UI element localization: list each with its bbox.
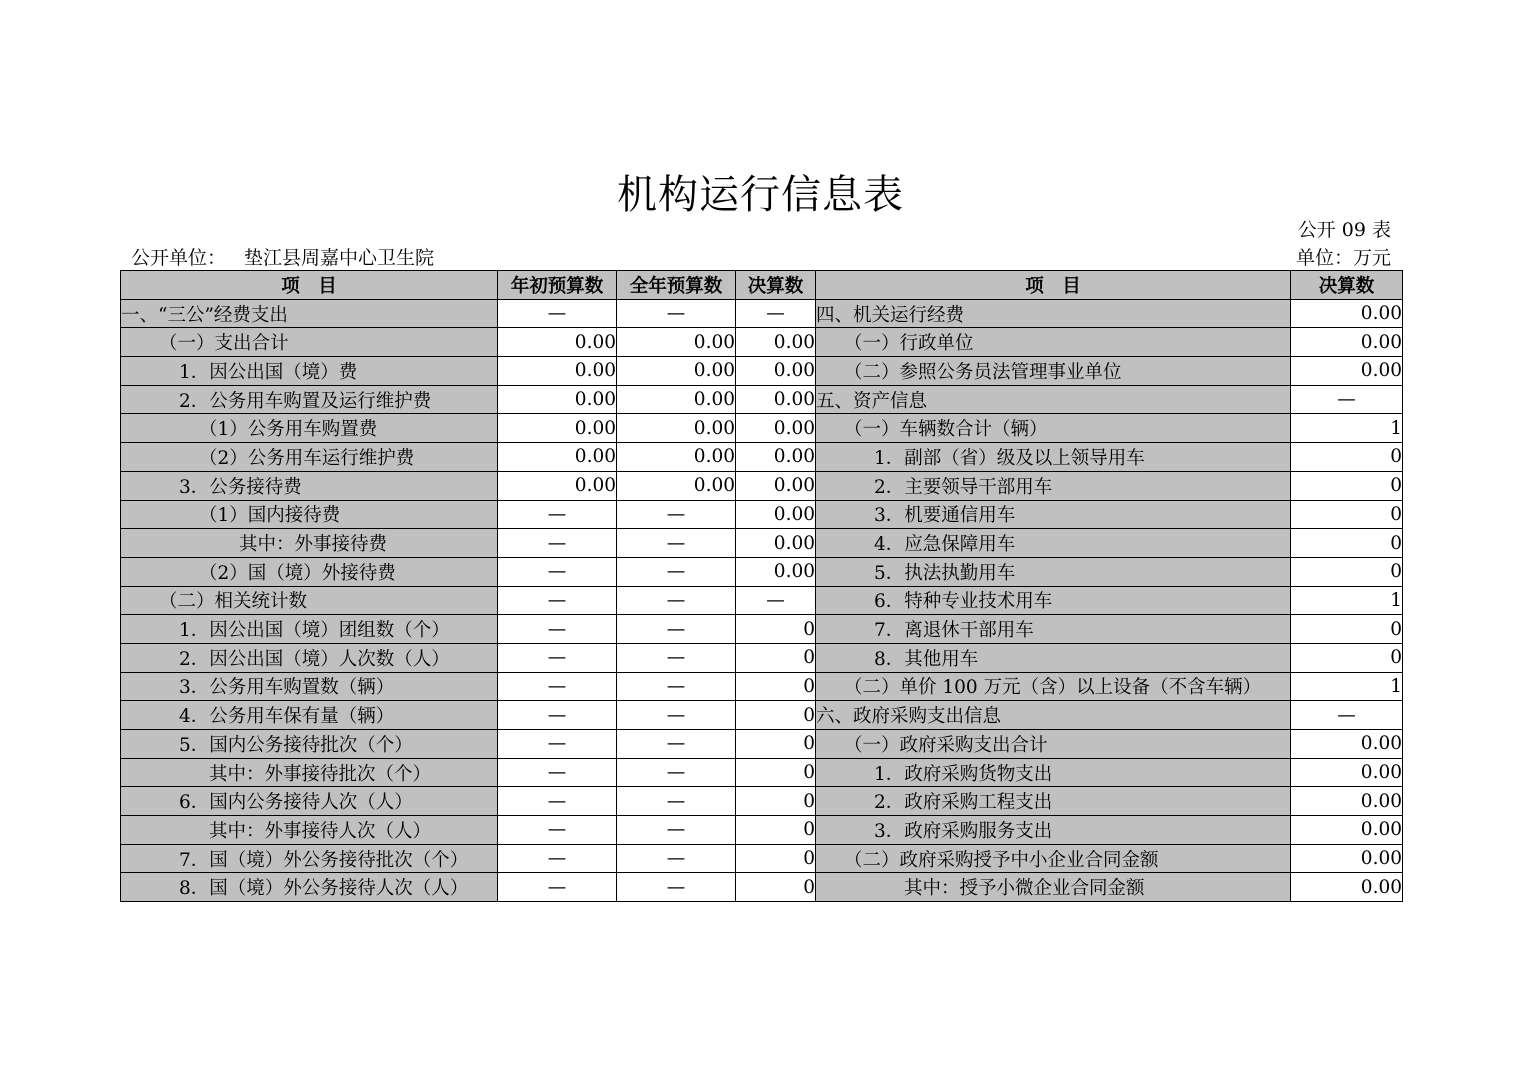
right-final-account-cell: 0.00 [1291, 844, 1403, 873]
info-table [120, 270, 1403, 902]
table-row [121, 672, 1403, 701]
final-account-cell: 0 [736, 873, 816, 902]
final-account-cell: 0 [736, 816, 816, 845]
left-item-label: （一）支出合计 [121, 328, 498, 357]
left-item-label: （2）公务用车运行维护费 [121, 443, 498, 472]
full-year-budget-cell: 0.00 [617, 357, 736, 386]
publishing-unit [131, 243, 434, 270]
final-account-cell: 0 [736, 730, 816, 759]
final-account-cell: 0.00 [736, 557, 816, 586]
initial-budget-cell: — [498, 529, 617, 558]
initial-budget-cell: 0.00 [498, 328, 617, 357]
right-item-label: 2．主要领导干部用车 [816, 471, 1291, 500]
full-year-budget-cell: — [617, 299, 736, 328]
final-account-cell: 0.00 [736, 414, 816, 443]
right-item-label: 六、政府采购支出信息 [816, 701, 1291, 730]
initial-budget-cell: — [498, 500, 617, 529]
left-item-label: 8．国（境）外公务接待人次（人） [121, 873, 498, 902]
full-year-budget-cell: 0.00 [617, 471, 736, 500]
final-account-cell: — [736, 586, 816, 615]
full-year-budget-cell: — [617, 529, 736, 558]
right-final-account-cell: 0.00 [1291, 328, 1403, 357]
initial-budget-cell: — [498, 873, 617, 902]
table-row [121, 328, 1403, 357]
publishing-unit-label: 公开单位： [131, 247, 227, 269]
table-row [121, 758, 1403, 787]
full-year-budget-cell: — [617, 615, 736, 644]
page-title: 机构运行信息表 [617, 172, 904, 218]
initial-budget-cell: — [498, 701, 617, 730]
initial-budget-cell: — [498, 557, 617, 586]
table-row [121, 500, 1403, 529]
full-year-budget-cell: — [617, 500, 736, 529]
full-year-budget-cell: — [617, 758, 736, 787]
right-final-account-cell: 0.00 [1291, 357, 1403, 386]
final-account-cell: 0.00 [736, 357, 816, 386]
final-account-cell: 0.00 [736, 328, 816, 357]
right-final-account-cell: 0 [1291, 557, 1403, 586]
left-item-label: （二）相关统计数 [121, 586, 498, 615]
right-final-account-cell: 0.00 [1291, 816, 1403, 845]
left-item-label: 其中：外事接待批次（个） [121, 758, 498, 787]
right-item-label: 1．副部（省）级及以上领导用车 [816, 443, 1291, 472]
full-year-budget-cell: — [617, 586, 736, 615]
left-item-label: （1）国内接待费 [121, 500, 498, 529]
right-item-label: 四、机关运行经费 [816, 299, 1291, 328]
header-initial-budget: 年初预算数 [498, 271, 617, 300]
left-item-label: 1．因公出国（境）团组数（个） [121, 615, 498, 644]
left-item-label: 5．国内公务接待批次（个） [121, 730, 498, 759]
table-header-row [121, 271, 1403, 300]
left-item-label: 3．公务接待费 [121, 471, 498, 500]
right-item-label: （一）行政单位 [816, 328, 1291, 357]
final-account-cell: 0.00 [736, 500, 816, 529]
final-account-cell: 0.00 [736, 471, 816, 500]
initial-budget-cell: 0.00 [498, 471, 617, 500]
right-item-label: 5．执法执勤用车 [816, 557, 1291, 586]
table-row [121, 357, 1403, 386]
full-year-budget-cell: — [617, 557, 736, 586]
right-item-label: 其中：授予小微企业合同金额 [816, 873, 1291, 902]
full-year-budget-cell: — [617, 873, 736, 902]
full-year-budget-cell: 0.00 [617, 328, 736, 357]
right-final-account-cell: — [1291, 385, 1403, 414]
initial-budget-cell: — [498, 844, 617, 873]
header-final-account: 决算数 [736, 271, 816, 300]
right-final-account-cell: 0 [1291, 471, 1403, 500]
initial-budget-cell: — [498, 787, 617, 816]
final-account-cell: 0 [736, 787, 816, 816]
initial-budget-cell: — [498, 299, 617, 328]
header-right-final-account: 决算数 [1291, 271, 1403, 300]
full-year-budget-cell: — [617, 730, 736, 759]
table-row [121, 557, 1403, 586]
initial-budget-cell: 0.00 [498, 357, 617, 386]
initial-budget-cell: — [498, 643, 617, 672]
right-item-label: （一）车辆数合计（辆） [816, 414, 1291, 443]
table-row [121, 787, 1403, 816]
right-item-label: （二）参照公务员法管理事业单位 [816, 357, 1291, 386]
table-row [121, 615, 1403, 644]
initial-budget-cell: — [498, 586, 617, 615]
right-final-account-cell: — [1291, 701, 1403, 730]
final-account-cell: 0.00 [736, 385, 816, 414]
left-item-label: 3．公务用车购置数（辆） [121, 672, 498, 701]
table-row [121, 816, 1403, 845]
right-final-account-cell: 0 [1291, 529, 1403, 558]
full-year-budget-cell: — [617, 643, 736, 672]
full-year-budget-cell: — [617, 787, 736, 816]
right-item-label: 3．政府采购服务支出 [816, 816, 1291, 845]
full-year-budget-cell: — [617, 816, 736, 845]
initial-budget-cell: — [498, 615, 617, 644]
right-final-account-cell: 1 [1291, 672, 1403, 701]
table-row [121, 730, 1403, 759]
final-account-cell: 0.00 [736, 443, 816, 472]
initial-budget-cell: 0.00 [498, 443, 617, 472]
full-year-budget-cell: — [617, 672, 736, 701]
right-item-label: （一）政府采购支出合计 [816, 730, 1291, 759]
full-year-budget-cell: 0.00 [617, 385, 736, 414]
left-item-label: （2）国（境）外接待费 [121, 557, 498, 586]
right-final-account-cell: 0 [1291, 643, 1403, 672]
right-final-account-cell: 0.00 [1291, 787, 1403, 816]
left-item-label: 2．公务用车购置及运行维护费 [121, 385, 498, 414]
right-item-label: （二）单价 100 万元（含）以上设备（不含车辆） [816, 672, 1291, 701]
right-item-label: 7．离退休干部用车 [816, 615, 1291, 644]
right-final-account-cell: 0.00 [1291, 873, 1403, 902]
right-item-label: 五、资产信息 [816, 385, 1291, 414]
left-item-label: 4．公务用车保有量（辆） [121, 701, 498, 730]
final-account-cell: 0 [736, 844, 816, 873]
right-item-label: 2．政府采购工程支出 [816, 787, 1291, 816]
table-row [121, 299, 1403, 328]
full-year-budget-cell: — [617, 701, 736, 730]
right-final-account-cell: 0 [1291, 500, 1403, 529]
right-item-label: （二）政府采购授予中小企业合同金额 [816, 844, 1291, 873]
table-row [121, 701, 1403, 730]
final-account-cell: 0 [736, 701, 816, 730]
left-item-label: （1）公务用车购置费 [121, 414, 498, 443]
table-row [121, 844, 1403, 873]
final-account-cell: 0 [736, 758, 816, 787]
right-item-label: 6．特种专业技术用车 [816, 586, 1291, 615]
publishing-unit-name: 垫江县周嘉中心卫生院 [244, 247, 435, 269]
right-item-label: 4．应急保障用车 [816, 529, 1291, 558]
right-final-account-cell: 1 [1291, 586, 1403, 615]
right-item-label: 8．其他用车 [816, 643, 1291, 672]
table-row [121, 873, 1403, 902]
initial-budget-cell: — [498, 730, 617, 759]
initial-budget-cell: — [498, 816, 617, 845]
final-account-cell: 0.00 [736, 529, 816, 558]
table-row [121, 443, 1403, 472]
final-account-cell: — [736, 299, 816, 328]
table-row [121, 385, 1403, 414]
left-item-label: 1．因公出国（境）费 [121, 357, 498, 386]
final-account-cell: 0 [736, 672, 816, 701]
right-item-label: 1．政府采购货物支出 [816, 758, 1291, 787]
table-row [121, 529, 1403, 558]
header-full-year-budget: 全年预算数 [617, 271, 736, 300]
left-item-label: 2．因公出国（境）人次数（人） [121, 643, 498, 672]
header-left-item: 项 目 [121, 271, 498, 300]
right-item-label: 3．机要通信用车 [816, 500, 1291, 529]
table-row [121, 643, 1403, 672]
table-row [121, 471, 1403, 500]
left-item-label: 7．国（境）外公务接待批次（个） [121, 844, 498, 873]
initial-budget-cell: 0.00 [498, 385, 617, 414]
full-year-budget-cell: — [617, 844, 736, 873]
left-item-label: 其中：外事接待费 [121, 529, 498, 558]
final-account-cell: 0 [736, 615, 816, 644]
table-row [121, 414, 1403, 443]
right-final-account-cell: 0.00 [1291, 730, 1403, 759]
right-final-account-cell: 0.00 [1291, 299, 1403, 328]
form-number: 公开 09 表 [1297, 219, 1391, 241]
full-year-budget-cell: 0.00 [617, 414, 736, 443]
initial-budget-cell: — [498, 758, 617, 787]
initial-budget-cell: 0.00 [498, 414, 617, 443]
right-final-account-cell: 0 [1291, 615, 1403, 644]
left-item-label: 6．国内公务接待人次（人） [121, 787, 498, 816]
full-year-budget-cell: 0.00 [617, 443, 736, 472]
header-right-item: 项 目 [816, 271, 1291, 300]
table-row [121, 586, 1403, 615]
currency-unit: 单位：万元 [1295, 247, 1391, 269]
final-account-cell: 0 [736, 643, 816, 672]
right-final-account-cell: 1 [1291, 414, 1403, 443]
left-item-label: 其中：外事接待人次（人） [121, 816, 498, 845]
right-final-account-cell: 0.00 [1291, 758, 1403, 787]
left-item-label: 一、“三公”经费支出 [121, 299, 498, 328]
right-final-account-cell: 0 [1291, 443, 1403, 472]
initial-budget-cell: — [498, 672, 617, 701]
